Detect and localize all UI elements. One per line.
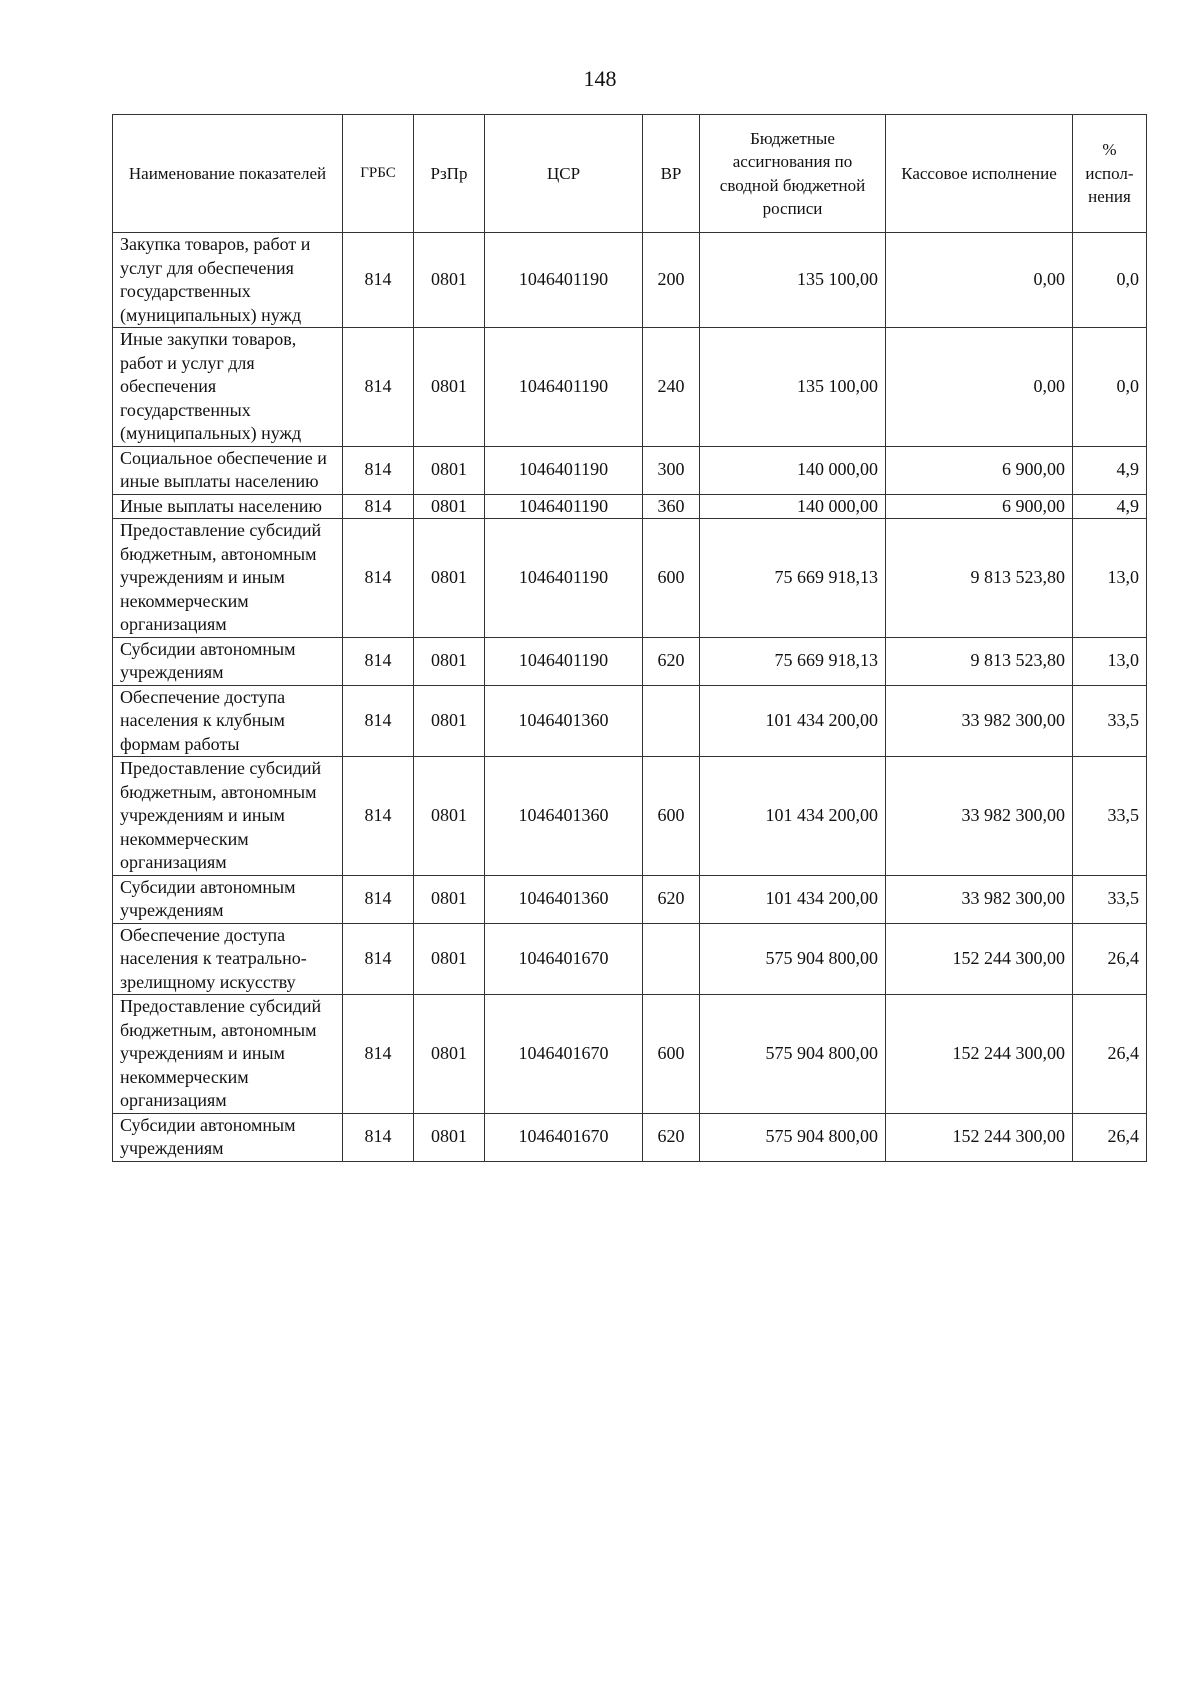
cell-grbs: 814: [343, 328, 414, 447]
cell-budget: 75 669 918,13: [700, 637, 886, 685]
cell-grbs: 814: [343, 995, 414, 1114]
cell-grbs: 814: [343, 446, 414, 494]
cell-cash: 0,00: [886, 233, 1073, 328]
cell-percent: 33,5: [1073, 757, 1147, 876]
cell-name: Иные выплаты населению: [113, 494, 343, 519]
cell-budget: 140 000,00: [700, 494, 886, 519]
cell-cash: 9 813 523,80: [886, 519, 1073, 638]
table-row: [113, 233, 1147, 328]
cell-percent: 0,0: [1073, 233, 1147, 328]
cell-rzpr: 0801: [414, 446, 485, 494]
header-budget: Бюджетные ассигнования по сводной бюджетной росписи: [700, 115, 886, 233]
cell-budget: 135 100,00: [700, 233, 886, 328]
table-row: [113, 757, 1147, 876]
cell-percent: 33,5: [1073, 685, 1147, 757]
cell-cash: 9 813 523,80: [886, 637, 1073, 685]
cell-csr: 1046401190: [485, 519, 643, 638]
cell-vr: 300: [643, 446, 700, 494]
cell-budget: 140 000,00: [700, 446, 886, 494]
cell-grbs: 814: [343, 875, 414, 923]
cell-cash: 33 982 300,00: [886, 875, 1073, 923]
header-grbs: ГРБС: [343, 115, 414, 233]
cell-vr: 600: [643, 519, 700, 638]
cell-name: Предоставление субсидий бюджетным, автономным учреждениям и иным некоммерческим организациям: [113, 995, 343, 1114]
cell-cash: 0,00: [886, 328, 1073, 447]
table-row: [113, 875, 1147, 923]
cell-cash: 152 244 300,00: [886, 995, 1073, 1114]
cell-rzpr: 0801: [414, 1113, 485, 1161]
cell-vr: 620: [643, 875, 700, 923]
cell-percent: 4,9: [1073, 494, 1147, 519]
cell-vr: [643, 685, 700, 757]
table-header-row: [113, 115, 1147, 233]
cell-rzpr: 0801: [414, 494, 485, 519]
header-vr: ВР: [643, 115, 700, 233]
cell-csr: 1046401190: [485, 494, 643, 519]
cell-budget: 101 434 200,00: [700, 875, 886, 923]
table-row: [113, 637, 1147, 685]
cell-cash: 152 244 300,00: [886, 1113, 1073, 1161]
cell-vr: 620: [643, 1113, 700, 1161]
cell-cash: 152 244 300,00: [886, 923, 1073, 995]
cell-percent: 33,5: [1073, 875, 1147, 923]
cell-name: Субсидии автономным учреждениям: [113, 637, 343, 685]
cell-csr: 1046401190: [485, 233, 643, 328]
cell-budget: 101 434 200,00: [700, 757, 886, 876]
header-rzpr: РзПр: [414, 115, 485, 233]
cell-percent: 26,4: [1073, 923, 1147, 995]
cell-csr: 1046401360: [485, 685, 643, 757]
table-row: [113, 1113, 1147, 1161]
table-row: [113, 446, 1147, 494]
cell-grbs: 814: [343, 757, 414, 876]
cell-vr: 600: [643, 757, 700, 876]
budget-execution-table: [112, 114, 1147, 1162]
table-row: [113, 328, 1147, 447]
cell-vr: 620: [643, 637, 700, 685]
cell-rzpr: 0801: [414, 328, 485, 447]
cell-percent: 4,9: [1073, 446, 1147, 494]
table-row: [113, 923, 1147, 995]
cell-grbs: 814: [343, 233, 414, 328]
cell-rzpr: 0801: [414, 875, 485, 923]
cell-budget: 101 434 200,00: [700, 685, 886, 757]
cell-csr: 1046401190: [485, 446, 643, 494]
cell-rzpr: 0801: [414, 757, 485, 876]
cell-rzpr: 0801: [414, 995, 485, 1114]
cell-vr: [643, 923, 700, 995]
cell-percent: 26,4: [1073, 995, 1147, 1114]
cell-csr: 1046401670: [485, 923, 643, 995]
cell-name: Закупка товаров, работ и услуг для обеспечения государственных (муниципальных) нужд: [113, 233, 343, 328]
cell-rzpr: 0801: [414, 233, 485, 328]
table-row: [113, 995, 1147, 1114]
cell-grbs: 814: [343, 685, 414, 757]
cell-cash: 33 982 300,00: [886, 757, 1073, 876]
cell-name: Социальное обеспечение и иные выплаты населению: [113, 446, 343, 494]
header-csr: ЦСР: [485, 115, 643, 233]
cell-cash: 33 982 300,00: [886, 685, 1073, 757]
cell-percent: 26,4: [1073, 1113, 1147, 1161]
cell-vr: 360: [643, 494, 700, 519]
cell-csr: 1046401360: [485, 757, 643, 876]
cell-csr: 1046401670: [485, 995, 643, 1114]
cell-budget: 135 100,00: [700, 328, 886, 447]
cell-csr: 1046401670: [485, 1113, 643, 1161]
cell-percent: 0,0: [1073, 328, 1147, 447]
cell-vr: 200: [643, 233, 700, 328]
cell-cash: 6 900,00: [886, 446, 1073, 494]
header-cash: Кассовое исполнение: [886, 115, 1073, 233]
cell-grbs: 814: [343, 494, 414, 519]
cell-name: Предоставление субсидий бюджетным, автономным учреждениям и иным некоммерческим организациям: [113, 757, 343, 876]
cell-name: Обеспечение доступа населения к театрально-зрелищному искусству: [113, 923, 343, 995]
cell-vr: 240: [643, 328, 700, 447]
cell-grbs: 814: [343, 637, 414, 685]
cell-budget: 75 669 918,13: [700, 519, 886, 638]
cell-csr: 1046401190: [485, 328, 643, 447]
table-row: [113, 685, 1147, 757]
cell-rzpr: 0801: [414, 923, 485, 995]
cell-grbs: 814: [343, 1113, 414, 1161]
header-percent: % испол-нения: [1073, 115, 1147, 233]
cell-name: Иные закупки товаров, работ и услуг для обеспечения государственных (муниципальных) нужд: [113, 328, 343, 447]
table-row: [113, 494, 1147, 519]
cell-grbs: 814: [343, 923, 414, 995]
cell-vr: 600: [643, 995, 700, 1114]
cell-csr: 1046401360: [485, 875, 643, 923]
cell-name: Субсидии автономным учреждениям: [113, 1113, 343, 1161]
page-number: 148: [583, 66, 617, 91]
cell-rzpr: 0801: [414, 685, 485, 757]
cell-grbs: 814: [343, 519, 414, 638]
cell-name: Обеспечение доступа населения к клубным формам работы: [113, 685, 343, 757]
table-row: [113, 519, 1147, 638]
header-name: Наименование показателей: [113, 115, 343, 233]
cell-budget: 575 904 800,00: [700, 923, 886, 995]
cell-rzpr: 0801: [414, 637, 485, 685]
cell-percent: 13,0: [1073, 637, 1147, 685]
cell-csr: 1046401190: [485, 637, 643, 685]
cell-name: Предоставление субсидий бюджетным, автономным учреждениям и иным некоммерческим организациям: [113, 519, 343, 638]
cell-rzpr: 0801: [414, 519, 485, 638]
cell-name: Субсидии автономным учреждениям: [113, 875, 343, 923]
cell-percent: 13,0: [1073, 519, 1147, 638]
table-body: [113, 233, 1147, 1162]
cell-cash: 6 900,00: [886, 494, 1073, 519]
cell-budget: 575 904 800,00: [700, 1113, 886, 1161]
cell-budget: 575 904 800,00: [700, 995, 886, 1114]
